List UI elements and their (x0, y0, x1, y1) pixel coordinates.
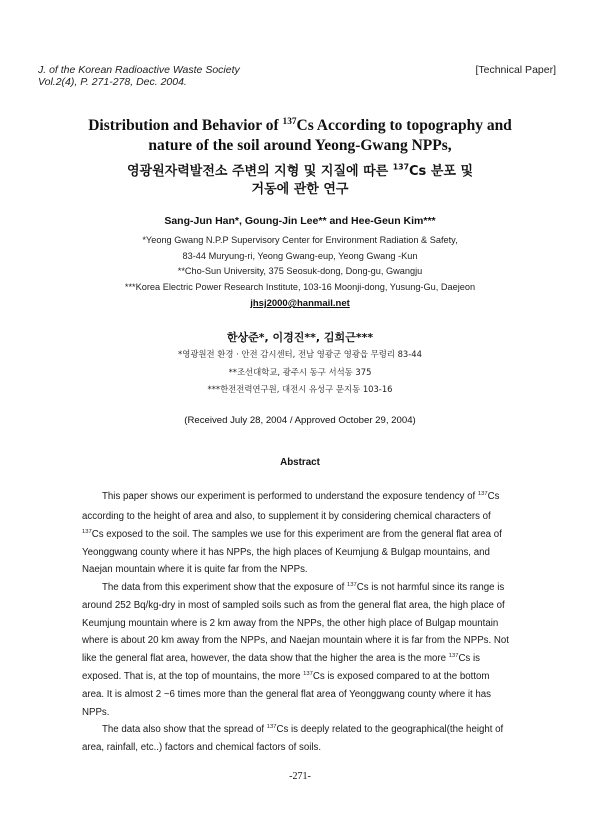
abstract-line: where is about 20 km away from the NPPs, and Naejan mountain where it is far from the NPPs. Not (82, 635, 509, 646)
abstract-line: This paper shows our experiment is performed to understand the exposure tendency of $^{137}$Cs (102, 490, 500, 502)
page-number: -271- (289, 771, 311, 782)
affiliation-ko-1: *영광원전 환경 · 안전 감시센터, 전남 영광군 영광읍 무령리 83-44 (178, 349, 422, 359)
affiliation-en-3: **Cho-Sun University, 375 Seosuk-dong, Dong-gu, Gwangju (177, 266, 423, 276)
abstract-line: according to the height of area and also, to supplement it by considering chemical characters of (82, 511, 491, 522)
abstract-line: The data from this experiment show that the exposure of $^{137}$Cs is not harmful since its range is (102, 581, 505, 593)
affiliation-ko-2: **조선대학교, 광주시 동구 서석동 375 (228, 367, 372, 377)
abstract-line: Yeonggwang county where it has NPPs, the high places of Keumjung & Bulgap mountains, and (82, 547, 490, 558)
journal-volume: Vol.2(4), P. 271-278, Dec. 2004. (38, 76, 187, 88)
abstract-line: area. It is almost 2 ~6 times more than the general flat area of Yeonggwang county where it has (82, 689, 492, 700)
title-english (0, 116, 600, 156)
affiliation-ko-3: ***한전전력연구원, 대전시 유성구 문지동 103-16 (207, 384, 393, 394)
abstract-line: like the general flat area, however, the data show that the higher the area is the more $^{137}$Cs is (82, 652, 480, 664)
abstract-line: NPPs. (82, 707, 110, 718)
authors-korean: 한상준*, 이경진**, 김희근*** (226, 331, 374, 344)
paper-type: [Technical Paper] (475, 64, 556, 76)
abstract-line: Naejan mountain where it is quite far from the NPPs. (82, 564, 308, 575)
abstract-line: Keumjung mountain where is 2 km away from the NPPs, the other high place of Bulgap mountain (82, 618, 499, 629)
title-korean-line2: 거동에 관한 연구 (251, 182, 349, 197)
abstract-line: area, rainfall, etc..) factors and chemical factors of soils. (82, 742, 322, 753)
abstract-line: $^{137}$Cs exposed to the soil. The samples we use for this experiment are from the general flat area of (82, 528, 502, 540)
affiliation-en-4: ***Korea Electric Power Research Institute, 103-16 Moonji-dong, Yusung-Gu, Daejeon (124, 282, 476, 292)
title-english-line1: Distribution and Behavior of $^{137}$Cs According to topography and (88, 116, 512, 134)
title-korean-line1: 영광원자력발전소 주변의 지형 및 지질에 따른 $^{137}$Cs 분포 및 (126, 162, 474, 179)
received-dates: (Received July 28, 2004 / Approved October 29, 2004) (184, 415, 416, 426)
journal-name: J. of the Korean Radioactive Waste Society (38, 64, 240, 76)
affiliation-en-2: 83-44 Muryung-ri, Yeong Gwang-eup, Yeong Gwang -Kun (182, 251, 418, 261)
abstract-heading: Abstract (280, 457, 320, 468)
journal-citation (38, 64, 240, 88)
affiliation-en-1: *Yeong Gwang N.P.P Supervisory Center for Environment Radiation & Safety, (142, 235, 458, 245)
title-english-line2: nature of the soil around Yeong-Gwang NPPs, (148, 137, 452, 154)
abstract-line: around 252 Bq/kg-dry in most of sampled soils such as from the general flat area, the high place of (82, 600, 505, 611)
abstract-line: exposed. That is, at the top of mountains, the more $^{137}$Cs is exposed compared to at the bottom (82, 670, 490, 682)
email-link[interactable]: jhsj2000@hanmail.net (250, 298, 350, 309)
abstract-line: The data also show that the spread of $^{137}$Cs is deeply related to the geographical(the height of (102, 723, 504, 735)
title-korean (0, 163, 600, 199)
authors-english: Sang-Jun Han*, Goung-Jin Lee** and Hee-Geun Kim*** (164, 215, 436, 227)
